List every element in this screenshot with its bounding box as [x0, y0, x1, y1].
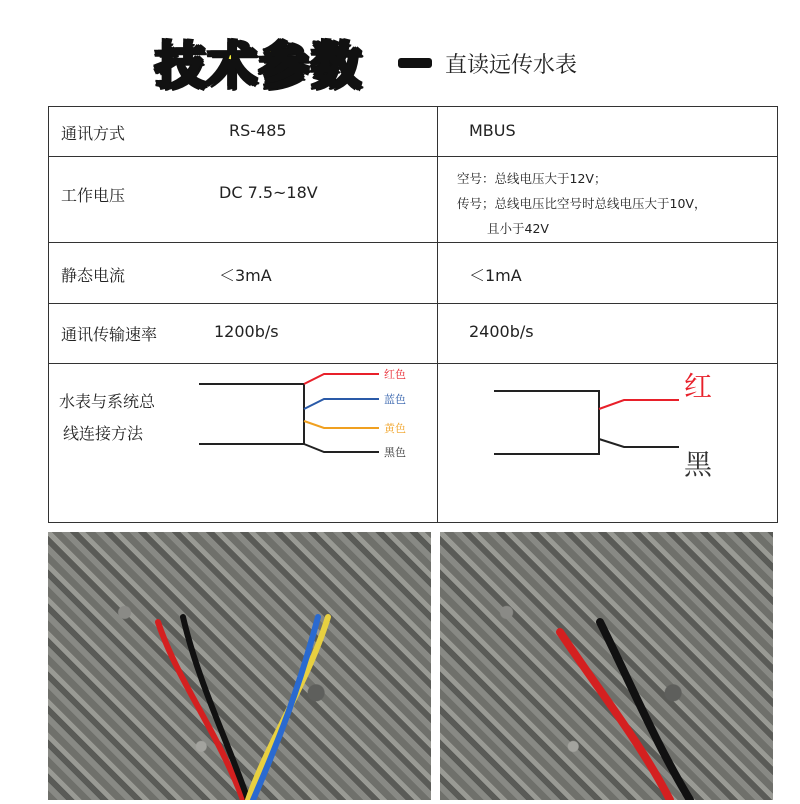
table-row	[49, 107, 777, 157]
cable-outline	[199, 384, 304, 444]
mbus-wire-photo	[440, 532, 773, 800]
row-label: 通讯传输速率	[61, 325, 158, 344]
yellow-wire	[304, 421, 379, 428]
mbus-line: 且小于42V	[487, 221, 549, 236]
spec-table	[48, 106, 778, 523]
page-subtitle: 直读远传水表	[445, 53, 578, 78]
rs485-value: RS-485	[229, 121, 287, 140]
wire-label: 蓝色	[384, 393, 406, 406]
row-label: 通讯方式	[61, 124, 126, 143]
black-wire	[599, 439, 679, 447]
table-row	[49, 157, 777, 243]
wire-label: 红	[684, 370, 713, 403]
wire-label: 黑色	[384, 446, 406, 459]
red-wire	[599, 400, 679, 409]
row-label	[59, 386, 155, 450]
mbus-value: ＜1mA	[469, 266, 522, 285]
black-wire	[304, 444, 379, 452]
mbus-wiring-diagram	[489, 364, 779, 484]
rs485-wire-photo	[48, 532, 431, 800]
wire-label: 黄色	[384, 422, 406, 435]
mbus-value: MBUS	[469, 121, 516, 140]
mbus-line: 传号；总线电压比空号时总线电压大于10V，	[457, 196, 707, 211]
blue-wire	[304, 399, 379, 409]
column-divider	[437, 107, 438, 522]
blue-wire	[253, 617, 318, 800]
rs485-value: DC 7.5~18V	[219, 183, 318, 202]
page-title: 技术参数	[155, 37, 363, 95]
red-wire	[304, 374, 379, 384]
wires-photo-overlay	[440, 532, 773, 800]
label-line: 水表与系统总	[59, 392, 156, 411]
label-line: 线连接方法	[63, 424, 144, 443]
row-label: 静态电流	[61, 266, 126, 285]
mbus-value	[457, 166, 706, 241]
wires-photo-overlay	[48, 532, 431, 800]
wire-label: 黑	[684, 448, 713, 481]
table-row	[49, 243, 777, 304]
table-row	[49, 304, 777, 364]
mbus-line: 空号：总线电压大于12V；	[457, 171, 607, 186]
rs485-value: ＜3mA	[219, 266, 272, 285]
black-wire	[183, 617, 248, 800]
red-wire	[158, 622, 243, 800]
rs485-value: 1200b/s	[214, 322, 279, 341]
table-row	[49, 364, 777, 524]
title-dash	[398, 58, 432, 68]
cable-outline	[494, 391, 599, 454]
row-label: 工作电压	[61, 186, 126, 205]
mbus-value: 2400b/s	[469, 322, 534, 341]
wire-label: 红色	[384, 368, 406, 381]
rs485-wiring-diagram	[194, 364, 439, 464]
